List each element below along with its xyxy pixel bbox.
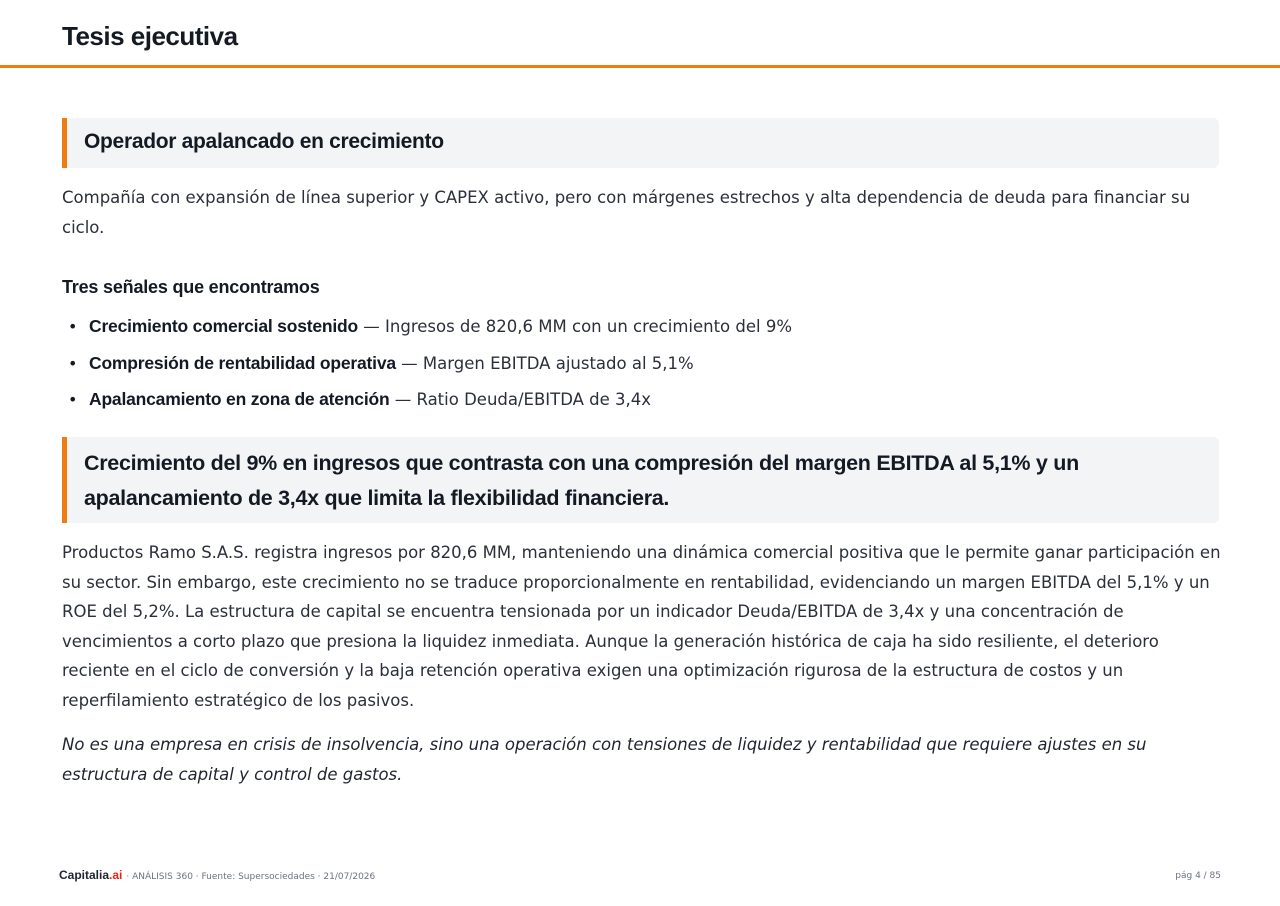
signal-title: Compresión de rentabilidad operativa xyxy=(89,352,396,373)
page-number: pág 4 / 85 xyxy=(1175,871,1221,881)
bullet-icon: • xyxy=(68,390,78,409)
signal-title: Crecimiento comercial sostenido xyxy=(89,316,359,336)
signal-title: Apalancamiento en zona de atención xyxy=(89,389,390,409)
signal-item xyxy=(62,312,1162,349)
brand-name: Capitalia xyxy=(59,868,110,882)
footer-meta: · ANÁLISIS 360 · Fuente: Supersociedades · 21/07/2026 xyxy=(126,872,376,882)
brand-logo xyxy=(59,868,122,882)
signal-item xyxy=(62,349,1162,386)
signals-list xyxy=(62,312,1162,422)
summary-closing: No es una empresa en crisis de insolvencia, sino una operación con tensiones de liquidez y rentabilidad que requiere ajustes en su estructura de capital y control de gastos. xyxy=(62,735,1147,784)
thesis-callout xyxy=(62,118,1219,168)
summary-headline: Crecimiento del 9% en ingresos que contrasta con una compresión del margen EBITDA al 5,1% y un apalancamiento de 3,4x que limita la flexibilidad financiera. xyxy=(84,451,1079,510)
summary-callout xyxy=(62,437,1219,523)
page-footer xyxy=(59,868,1221,886)
bullet-icon: • xyxy=(68,317,78,336)
signal-item xyxy=(62,385,1162,422)
bullet-icon: • xyxy=(68,353,78,373)
brand-suffix: .ai xyxy=(109,868,123,882)
page-header xyxy=(0,0,1280,68)
thesis-headline: Operador apalancado en crecimiento xyxy=(84,130,444,153)
summary-body: Productos Ramo S.A.S. registra ingresos por 820,6 MM, manteniendo una dinámica comercial positiva que le permite ganar participación en su sector. Sin embargo, este crecimiento no se traduce proporcionalmente en rentabilidad, evidenciando un margen EBITDA del 5,1% y un ROE del 5,2%. La estructura de capital se encuentra tensionada por un indicador Deuda/EBITDA de 3,4x y una concentración de vencimientos a corto plazo que presiona la liquidez inmediata. Aunque la generación histórica de caja ha sido resiliente, el deterioro reciente en el ciclo de conversión y la baja retención operativa exigen una optimización rigurosa de la estructura de costos y un reperfilamiento estratégico de los pasivos. xyxy=(62,543,1221,710)
signals-heading: Tres señales que encontramos xyxy=(62,277,320,297)
thesis-intro: Compañía con expansión de línea superior y CAPEX activo, pero con márgenes estrechos y alta dependencia de deuda para financiar su ciclo. xyxy=(62,188,1191,237)
page-title: Tesis ejecutiva xyxy=(62,21,238,51)
signal-text: — Ratio Deuda/EBITDA de 3,4x xyxy=(389,390,652,409)
signal-text: — Margen EBITDA ajustado al 5,1% xyxy=(395,353,694,373)
signal-text: — Ingresos de 820,6 MM con un crecimiento del 9% xyxy=(358,317,793,336)
